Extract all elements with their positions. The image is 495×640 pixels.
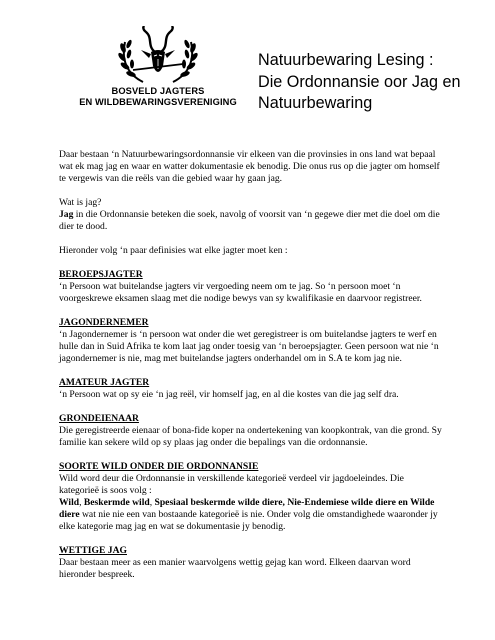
intro-line: wat ek mag jag en waar en watter dokumentasie ek benodig. Die onus rus op die jagter om homself	[59, 161, 440, 172]
section-line: Die geregistreerde eienaar of bona-fide koper na ondertekening van koopkontrak, van die grond. Sy	[59, 425, 442, 436]
section-line: wat nie nie een van bostaande kategorieë is nie. Onder volg die omstandighede waaronder jy	[79, 509, 438, 520]
org-name-line1: BOSVELD JAGTERS	[111, 86, 205, 96]
association-logo	[78, 26, 238, 108]
title-line2: Die Ordonnansie oor Jag en	[258, 72, 461, 91]
section-text-amateur-jagter	[59, 389, 459, 401]
section-line: voorgeskrewe eksamen slaag met die nodige bewys van sy kwalifikasie en daarvoor registreer.	[59, 293, 422, 304]
org-name-line2: EN WILDBEWARINGSVERENIGING	[79, 97, 237, 107]
jag-definition-line: in die Ordonnansie beteken die soek, navolg of voorsit van ‘n gegewe dier met die doel om die	[73, 209, 440, 220]
section-line: Wild word deur die Ordonnansie in verskillende kategorieë verdeel vir jagdoeleindes. Die	[59, 473, 404, 484]
section-heading-grondeienaar: GRONDEIENAAR	[59, 413, 139, 424]
section-heading-beroepsjagter: BEROEPSJAGTER	[59, 269, 143, 280]
intro-line: te vergewis van die reëls van die gebied waar hy gaan jag.	[59, 173, 283, 184]
title-line3: Natuurbewaring	[258, 94, 373, 112]
org-name	[78, 86, 238, 108]
title-line1: Natuurbewaring Lesing :	[258, 51, 434, 69]
category-spesiaal-beskermd: Spesiaal beskermde wilde diere, Nie-Endemiese wilde diere en Wilde	[154, 497, 435, 508]
category-beskermde-wild: Beskermde wild	[83, 497, 150, 508]
section-line: ‘n Persoon wat op sy eie ‘n jag reël, vir homself jag, en al die kostes van die jag self dra.	[59, 389, 399, 400]
separator: ,	[149, 497, 155, 508]
section-line: hulle dan in Suid Afrika te kom laat jag onder toesig van ‘n beroepsjagter. Geen persoon wat nie ‘n	[59, 341, 439, 352]
kudu-wreath-emblem-icon	[113, 26, 203, 86]
section-text-jagondernemer	[59, 329, 459, 365]
jag-definition-line: dier te dood.	[59, 221, 108, 232]
section-line: elke kategorie mag jag en wat se dokumentasie jy benodig.	[59, 521, 286, 532]
section-line: hieronder bespreek.	[59, 569, 135, 580]
section-line: jagondernemer is nie, mag met buitelandse jagters onderhandel om in S.A te kom jag nie.	[59, 353, 402, 364]
section-line: Daar bestaan meer as een manier waarvolgens wettig gejag kan word. Elkeen daarvan word	[59, 557, 411, 568]
section-line: ‘n Persoon wat buitelandse jagters vir vergoeding neem om te jag. So ‘n persoon moet ‘n	[59, 281, 401, 292]
section-text-wettige-jag	[59, 557, 459, 581]
section-heading-soorte-wild: SOORTE WILD ONDER DIE ORDONNANSIE	[59, 461, 259, 472]
section-text-soorte-wild	[59, 473, 459, 533]
jag-term: Jag	[59, 209, 74, 220]
document-title	[258, 50, 488, 115]
section-line: ‘n Jagondernemer is ‘n persoon wat onder die wet geregistreer is om buitelandse jagters te werf en	[59, 329, 437, 340]
definitions-intro: Hieronder volg ‘n paar definisies wat elke jagter moet ken :	[59, 245, 288, 256]
section-line: familie kan sekere wild op sy plaas jag onder die bepalings van die ordonnansie.	[59, 437, 368, 448]
category-wild: Wild	[59, 497, 80, 508]
section-heading-jagondernemer: JAGONDERNEMER	[59, 317, 149, 328]
section-text-beroepsjagter	[59, 281, 459, 305]
intro-paragraph	[59, 149, 459, 185]
intro-line: Daar bestaan ‘n Natuurbewaringsordonnansie vir elkeen van die provinsies in ons land wat bepaal	[59, 149, 436, 160]
section-heading-wettige-jag: WETTIGE JAG	[59, 545, 127, 556]
jag-definition-paragraph	[59, 197, 459, 233]
document-body	[59, 149, 459, 593]
section-heading-amateur-jagter: AMATEUR JAGTER	[59, 377, 150, 388]
category-wilde-diere: diere	[59, 509, 80, 520]
question-text: Wat is jag?	[59, 197, 102, 208]
separator: ,	[79, 497, 84, 508]
section-line: kategorieë is soos volg :	[59, 485, 152, 496]
section-text-grondeienaar	[59, 425, 459, 449]
